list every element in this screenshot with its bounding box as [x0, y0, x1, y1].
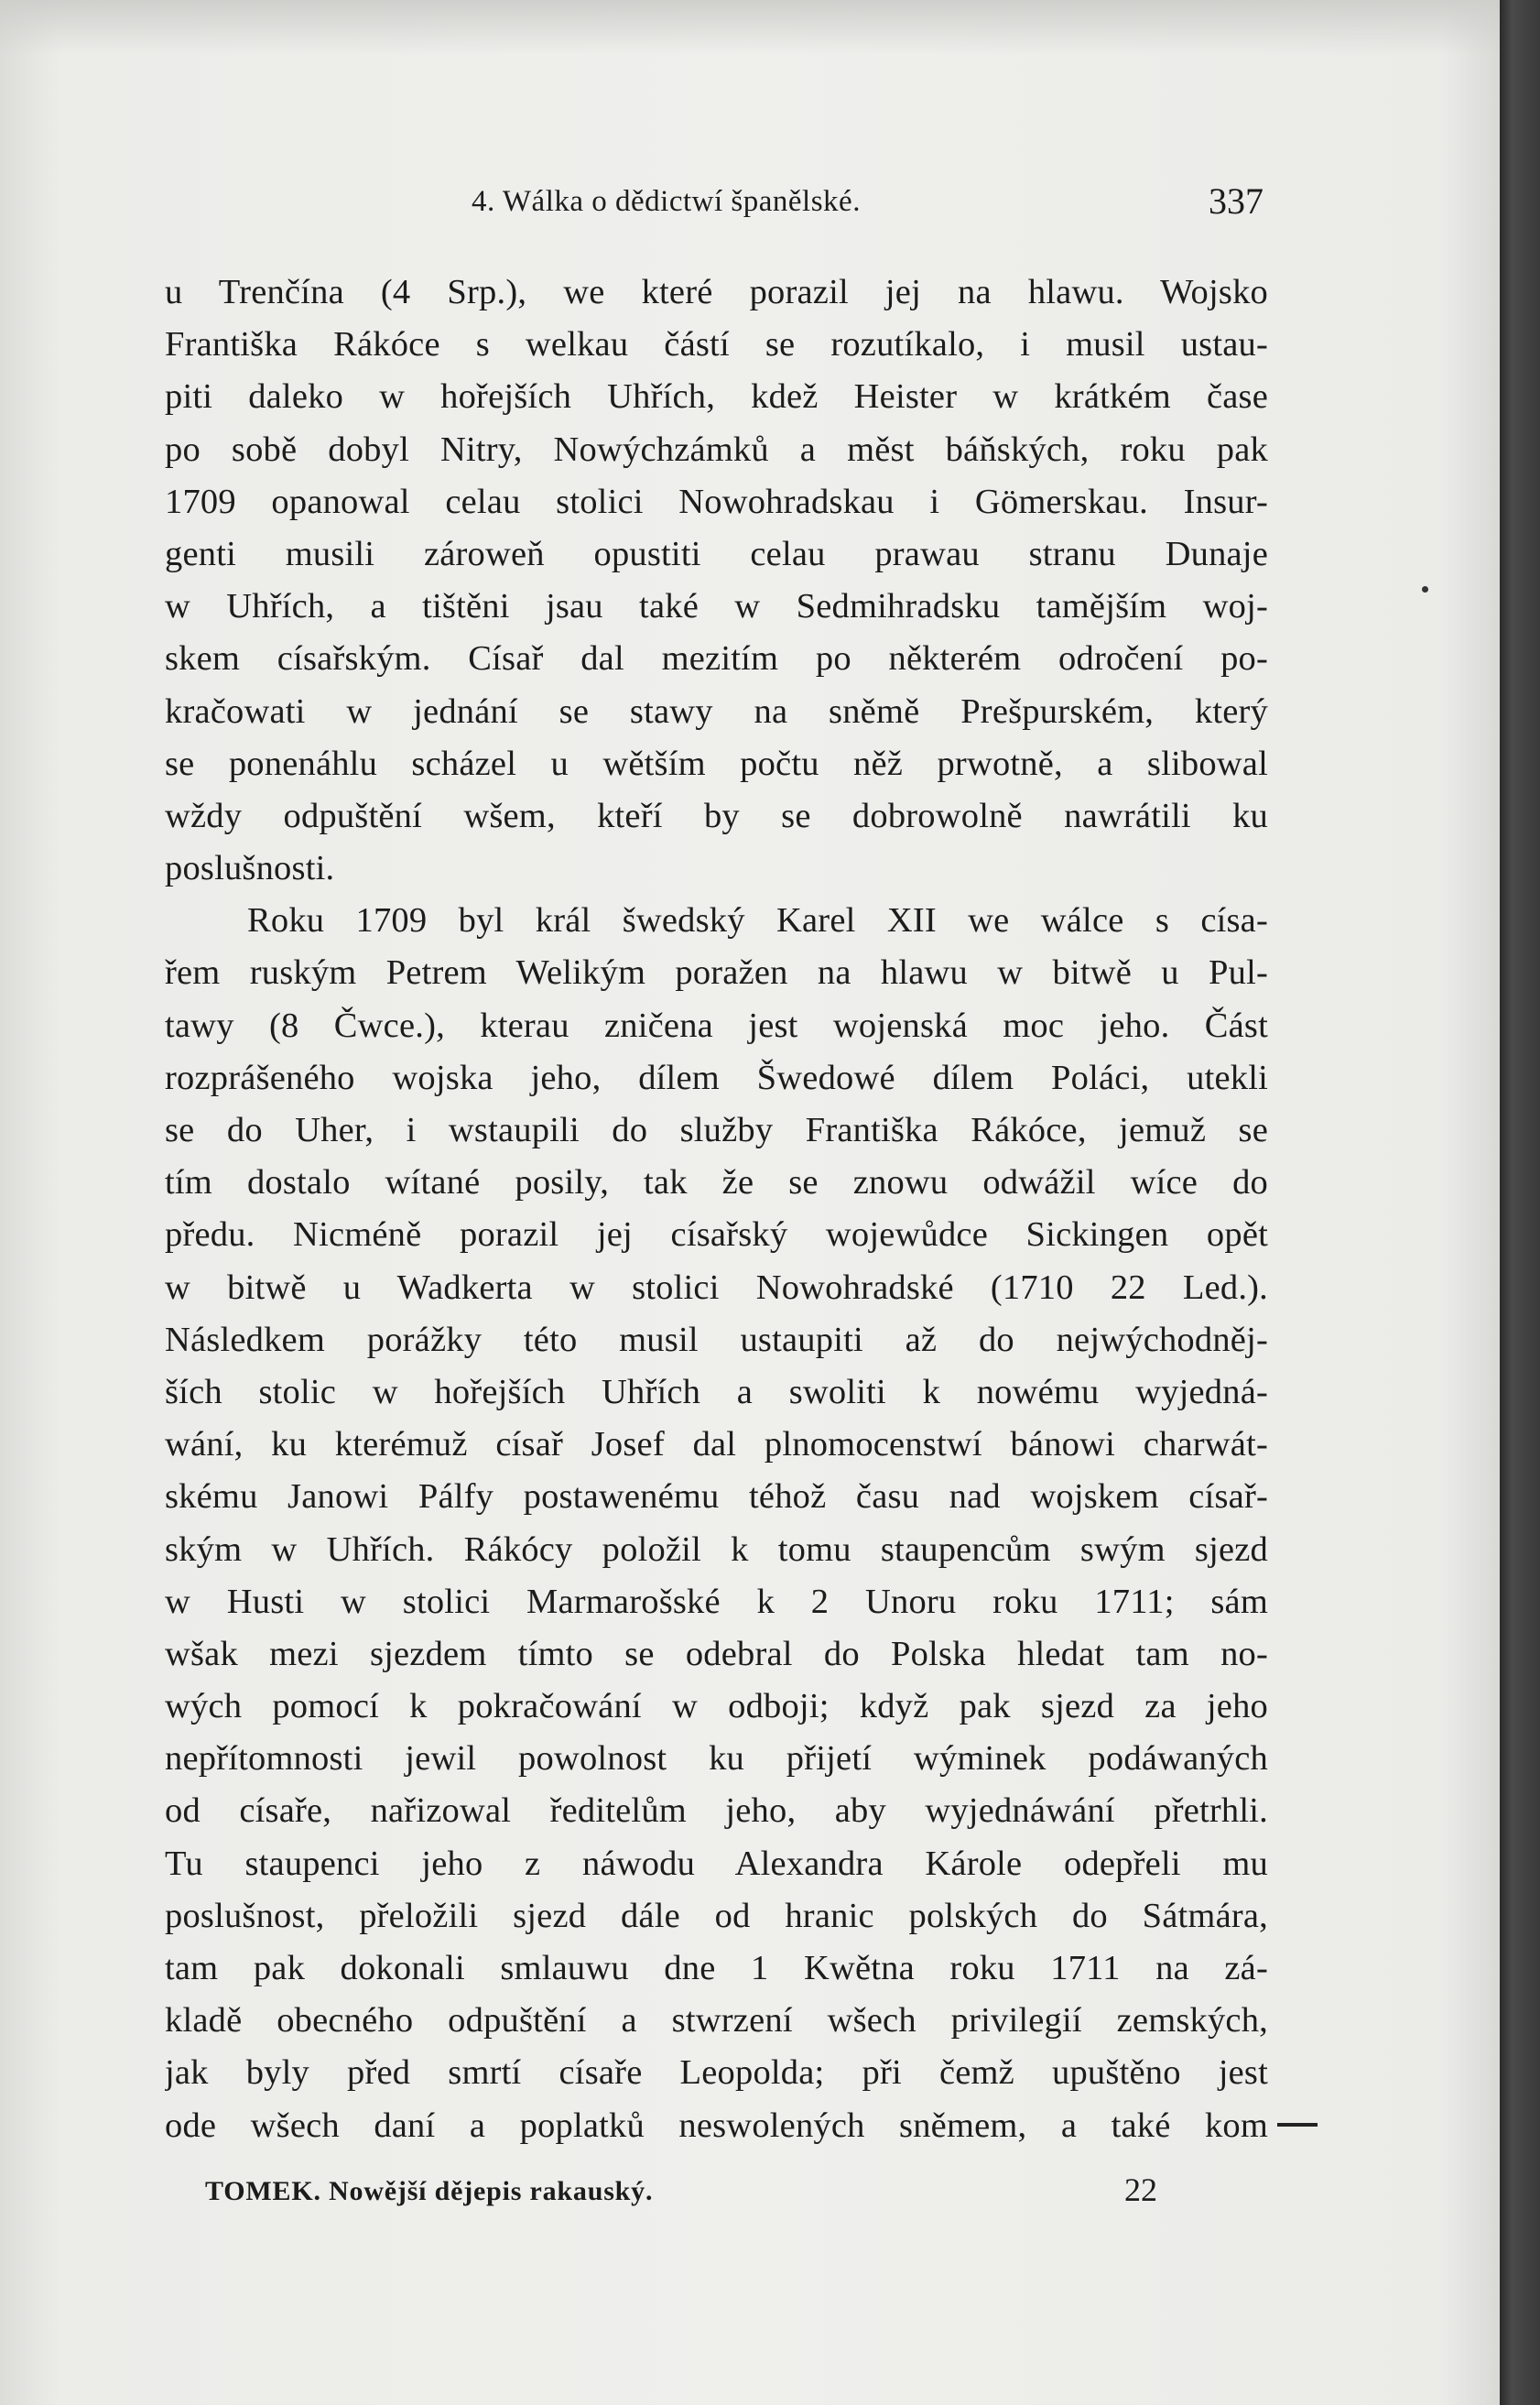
text-line: wšak mezi sjezdem tímto se odebral do Polska hledat tam no- [165, 1634, 1268, 1673]
text-line: řem ruským Petrem Welikým poražen na hlawu w bitwě u Pul- [165, 953, 1268, 993]
page-footer [205, 2171, 1157, 2216]
text-line: piti daleko w hořejších Uhřích, kdež Heister w krátkém čase [165, 377, 1268, 417]
text-line: skému Janowi Pálfy postawenému téhož času nad wojskem císař- [165, 1477, 1268, 1517]
text-line: po sobě dobyl Nitry, Nowýchzámků a měst báňských, roku pak [165, 430, 1268, 469]
text-line: od císaře, nařizowal ředitelům jeho, aby wyjednáwání přetrhli. [165, 1791, 1268, 1831]
running-head: 4. Wálka o dědictwí španělské. [472, 185, 861, 218]
scan-edge [1500, 0, 1540, 2405]
text-line: w Husti w stolici Marmarošské k 2 Unoru roku 1711; sám [165, 1582, 1268, 1621]
text-line: u Trenčína (4 Srp.), we které porazil jej na hlawu. Wojsko [165, 273, 1268, 311]
page-number: 337 [1209, 180, 1263, 222]
text-line: kračowati w jednání se stawy na sněmě Prešpurském, který [165, 691, 1268, 731]
text-line: Následkem porážky této musil ustaupiti až do nejwýchodněj- [165, 1320, 1268, 1359]
text-line: tawy (8 Čwce.), kterau zničena jest wojenská moc jeho. Část [165, 1006, 1268, 1045]
text-line: genti musili zároweň opustiti celau prawau stranu Dunaje [165, 534, 1268, 573]
text-line: skem císařským. Císař dal mezitím po některém odročení po- [165, 639, 1268, 679]
page-top-shadow [0, 0, 1502, 55]
page-header [165, 180, 1263, 231]
text-line: Františka Rákóce s welkau částí se rozutíkalo, i musil ustau- [165, 325, 1268, 365]
text-line: se do Uher, i wstaupili do služby Františka Rákóce, jemuž se [165, 1111, 1268, 1149]
text-line: wání, ku kterémuž císař Josef dal plnomocenstwí bánowi charwát- [165, 1425, 1268, 1464]
text-line: w Uhřích, a tištěni jsau také w Sedmihradsku tamějším woj- [165, 587, 1268, 626]
text-line: rozprášeného wojska jeho, dílem Šwedowé dílem Poláci, utekli [165, 1058, 1268, 1097]
text-line: nepřítomnosti jewil powolnost ku přijetí wýminek podáwaných [165, 1739, 1268, 1779]
text-line: w bitwě u Wadkerta w stolici Nowohradské (1710 22 Led.). [165, 1268, 1268, 1307]
signature-mark: 22 [1124, 2171, 1157, 2208]
text-line: ších stolic w hořejších Uhřích a swoliti k nowému wyjedná- [165, 1372, 1268, 1411]
text-line: tím dostalo wítané posily, tak že se znowu odwážil wíce do [165, 1163, 1268, 1202]
text-line: předu. Nicméně porazil jej císařský wojewůdce Sickingen opět [165, 1215, 1268, 1255]
text-line: Tu staupenci jeho z náwodu Alexandra Károle odepřeli mu [165, 1844, 1268, 1883]
text-line: kladě obecného odpuštění a stwrzení wšech privilegií zemských, [165, 2001, 1268, 2040]
text-line: ode wšech daní a poplatků neswolených sněmem, a také kom [165, 2106, 1268, 2145]
text-line: wždy odpuštění wšem, kteří by se dobrowolně nawrátili ku [165, 796, 1268, 835]
paragraph-end-line: poslušnosti. [165, 849, 335, 888]
text-line: wých pomocí k pokračowání w odboji; když pak sjezd za jeho [165, 1687, 1268, 1726]
hyphen-mark [1277, 2123, 1318, 2127]
text-line: 1709 opanowal celau stolici Nowohradskau i Gömerskau. Insur- [165, 482, 1268, 521]
text-line: se ponenáhlu scházel u wětším počtu něž prwotně, a slibowal [165, 744, 1268, 783]
text-line: poslušnost, přeložili sjezd dále od hranic polských do Sátmára, [165, 1896, 1268, 1935]
body-text [165, 267, 1268, 2152]
text-line: jak byly před smrtí císaře Leopolda; při čemž upuštěno jest [165, 2053, 1268, 2093]
text-line: tam pak dokonali smlauwu dne 1 Kwětna roku 1711 na zá- [165, 1949, 1268, 1987]
ink-speck [1422, 586, 1428, 593]
footer-title: TOMEK. Nowější dějepis rakauský. [205, 2176, 654, 2206]
paragraph-start-line: Roku 1709 byl král šwedský Karel XII we wálce s císa- [247, 901, 1268, 941]
text-line: ským w Uhřích. Rákócy položil k tomu staupencům swým sjezd [165, 1529, 1268, 1569]
